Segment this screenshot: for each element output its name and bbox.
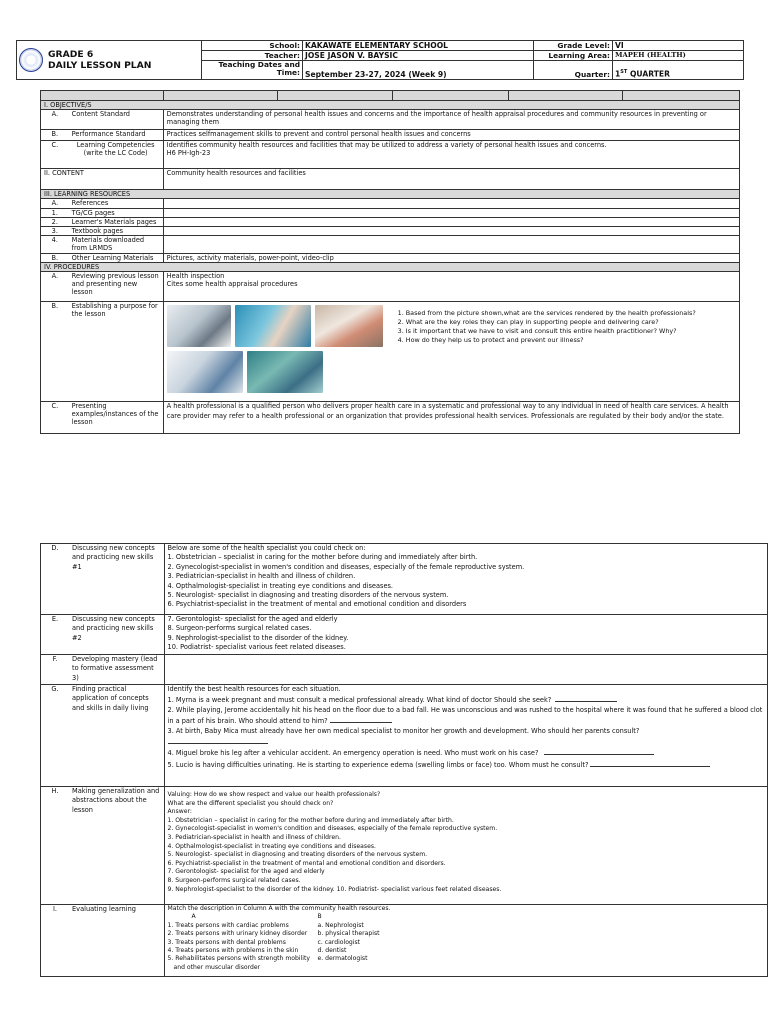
quarter-value: 1ST QUARTER <box>613 61 744 80</box>
row-letter: G. <box>41 685 70 787</box>
purpose-question: 2. What are the key roles they can play in supporting people and delivering care? <box>397 318 659 327</box>
elderly-care-photo <box>315 305 383 347</box>
objectives-title: I. OBJECTIVE/S <box>41 101 740 110</box>
surgery-photo <box>247 351 323 393</box>
row-number: 1. <box>41 208 69 217</box>
lesson-table-page1 <box>40 90 740 434</box>
purpose-question: 1. Based from the picture shown,what are the services rendered by the health professionals? <box>397 309 696 318</box>
discussing-2-label: Discussing new concepts and practicing new skills #2 <box>69 615 164 655</box>
other-materials-text: Pictures, activity materials, power-point, video-clip <box>163 253 739 262</box>
learning-competencies-cell <box>163 141 739 169</box>
header-title-cell <box>17 41 202 80</box>
quarter-label: Quarter: <box>534 61 613 80</box>
row-letter: A. <box>41 272 69 302</box>
discussing-1-label: Discussing new concepts and practicing new skills #1 <box>69 544 164 615</box>
teacher-label: Teacher: <box>202 51 303 61</box>
plan-title: DAILY LESSON PLAN <box>48 60 152 71</box>
evaluating-cell: Match the description in Column A with the community health resources. A B 1. Treats persons with cardiac problems a. Nephrologist 2. Treats persons with urinary kidney disorder b. physical therapist 3. Treats persons with dental problems c. cardiologist 4. Treats persons with problems in the skin d. dentist 5. Rehabilitates persons with strength mobility e. dermatologist and other muscular disorder <box>164 905 768 977</box>
learning-area-value: MAPEH (HEALTH) <box>613 51 744 61</box>
row-letter: B. <box>41 130 69 141</box>
generalization-cell: Valuing: How do we show respect and value our health professionals? What are the different specialist you should check on? Answer: 1. Obstetrician – specialist in caring for the mother before during and immediately after birth. 2. Gynecologist-specialist in women's condition and diseases, especially of the female reproductive system. 3. Pediatrician-specialist in health and illness of children. 4. Opthalmologist-specialist in treating eye conditions and diseases. 5. Neurologist- specialist in diagnosing and treating disorders of the nervous system. 6. Psychiatrist-specialist in the treatment of mental and emotional condition and disorders. 7. Gerontologist- specialist for the aged and elderly 8. Surgeon-performs surgical related cases. 9. Nephrologist-specialist to the disorder of the kidney. 10. Podiatrist- specialist various feet related diseases. <box>164 787 768 905</box>
row-letter: H. <box>41 787 70 905</box>
lrmds-label: Materials downloaded from LRMDS <box>69 236 163 253</box>
references-label: References <box>69 199 163 208</box>
tg-cg-label: TG/CG pages <box>69 208 163 217</box>
generalization-label: Making generalization and abstractions about the lesson <box>69 787 164 905</box>
other-materials-label: Other Learning Materials <box>69 253 163 262</box>
lesson-table-page2 <box>40 543 768 977</box>
developing-mastery-label: Developing mastery (lead to formative assessment 3) <box>69 655 164 685</box>
practical-application-label: Finding practical application of concepts and skills in daily living <box>69 685 164 787</box>
grade-level-value: VI <box>613 41 744 51</box>
learning-competencies-text: Identifies community health resources and facilities that may be utilized to address a variety of personal health issues and concerns. <box>166 141 607 150</box>
header-table <box>16 40 744 80</box>
learners-materials-label: Learner's Materials pages <box>69 217 163 226</box>
row-letter: I. <box>41 905 70 977</box>
row-number: 2. <box>41 217 69 226</box>
content-title: II. CONTENT <box>41 169 164 190</box>
row-number: 4. <box>41 236 69 253</box>
learning-competencies-label: Learning Competencies (write the LC Code) <box>69 141 163 169</box>
school-value: KAKAWATE ELEMENTARY SCHOOL <box>303 41 534 51</box>
medical-team-photo <box>235 305 311 347</box>
row-number: 3. <box>41 227 69 236</box>
lc-code: H6 PH-Igh-23 <box>166 149 211 158</box>
health-professional-photos <box>167 305 392 393</box>
content-standard-label: Content Standard <box>69 110 163 130</box>
reviewing-label: Reviewing previous lesson and presenting new lesson <box>69 272 163 302</box>
row-letter: A. <box>41 110 69 130</box>
reviewing-line: Cites some health appraisal procedures <box>166 280 298 289</box>
performance-standard-label: Performance Standard <box>69 130 163 141</box>
discussing-2-cell: 7. Gerontologist- specialist for the aged and elderly 8. Surgeon-performs surgical related cases. 9. Nephrologist-specialist to the disorder of the kidney. 10. Podiatrist- specialist various feet related diseases. <box>164 615 768 655</box>
purpose-cell <box>163 302 739 402</box>
purpose-question: 4. How do they help us to protect and prevent our illness? <box>397 336 584 345</box>
row-letter: D. <box>41 544 70 615</box>
eye-exam-photo <box>167 305 231 347</box>
row-letter: C. <box>41 141 69 169</box>
discussing-1-cell: Below are some of the health specialist you could check on: 1. Obstetrician – specialist in caring for the mother before during and immediately after birth. 2. Gynecologist-specialist in women's condition and diseases, especially of the female reproductive system. 3. Pediatrician-specialist in health and illness of children. 4. Opthalmologist-specialist in treating eye conditions and diseases. 5. Neurologist- specialist in diagnosing and treating disorders of the nervous system. 6. Psychiatrist-specialist in the treatment of mental and emotional condition and disorders <box>164 544 768 615</box>
purpose-question: 3. Is it important that we have to visit and consult this entire health practitioner? Why? <box>397 327 677 336</box>
grade-title: GRADE 6 <box>48 49 94 60</box>
reviewing-cell <box>163 272 739 302</box>
row-letter: F. <box>41 655 70 685</box>
practical-application-cell: Identify the best health resources for each situation. 1. Myrna is a week pregnant and must consult a medical professional already. What kind of doctor Should she seek? 2. While playing, Jerome accidentally hit his head on the floor due to a bad fall. He was unconscious and was rushed to the hospital where it was found that he suffered a blood clot in a part of his brain. Who should attend to him? 3. At birth, Baby Mica must already have her own medical specialist to monitor her growth and development. Who should her parents consult? 4. Miguel broke his leg after a vehicular accident. An emergency operation is need. Who must work on his case? 5. Lucio is having difficulties urinating. He is starting to experience edema (swelling limbs or face) too. Whom must he consult? <box>164 685 768 787</box>
school-label: School: <box>202 41 303 51</box>
teacher-value: JOSE JASON V. BAYSIC <box>303 51 534 61</box>
dates-label: Teaching Dates and Time: <box>202 61 303 80</box>
row-letter: B. <box>41 253 69 262</box>
performance-standard-text: Practices selfmanagement skills to prevent and control personal health issues and concerns <box>163 130 739 141</box>
evaluating-label: Evaluating learning <box>69 905 164 977</box>
presenting-examples-text: A health professional is a qualified person who delivers proper health care in a systematic and professional way to any individual in need of health care services. A health care provider may refer to a health professional or an organization that provides professional health services. Professionals are regulated by their body and/or the state. <box>163 402 739 434</box>
deped-seal-icon <box>19 48 43 72</box>
content-standard-text: Demonstrates understanding of personal health issues and concerns and the importance of health appraisal procedures and community resources in preventing or managing them <box>163 110 739 130</box>
presenting-examples-label: Presenting examples/instances of the lesson <box>69 402 163 434</box>
grade-level-label: Grade Level: <box>534 41 613 51</box>
reviewing-line: Health inspection <box>166 272 225 281</box>
dates-value: September 23-27, 2024 (Week 9) <box>303 61 534 80</box>
purpose-label: Establishing a purpose for the lesson <box>69 302 163 402</box>
content-text: Community health resources and facilities <box>163 169 739 190</box>
purpose-questions <box>398 305 696 393</box>
procedures-title: IV. PROCEDURES <box>41 262 740 271</box>
textbook-label: Textbook pages <box>69 227 163 236</box>
learning-area-label: Learning Area: <box>534 51 613 61</box>
resources-title: III. LEARNING RESOURCES <box>41 190 740 199</box>
dentist-photo <box>167 351 243 393</box>
row-letter: E. <box>41 615 70 655</box>
row-letter: A. <box>41 199 69 208</box>
row-letter: B. <box>41 302 69 402</box>
row-letter: C. <box>41 402 69 434</box>
